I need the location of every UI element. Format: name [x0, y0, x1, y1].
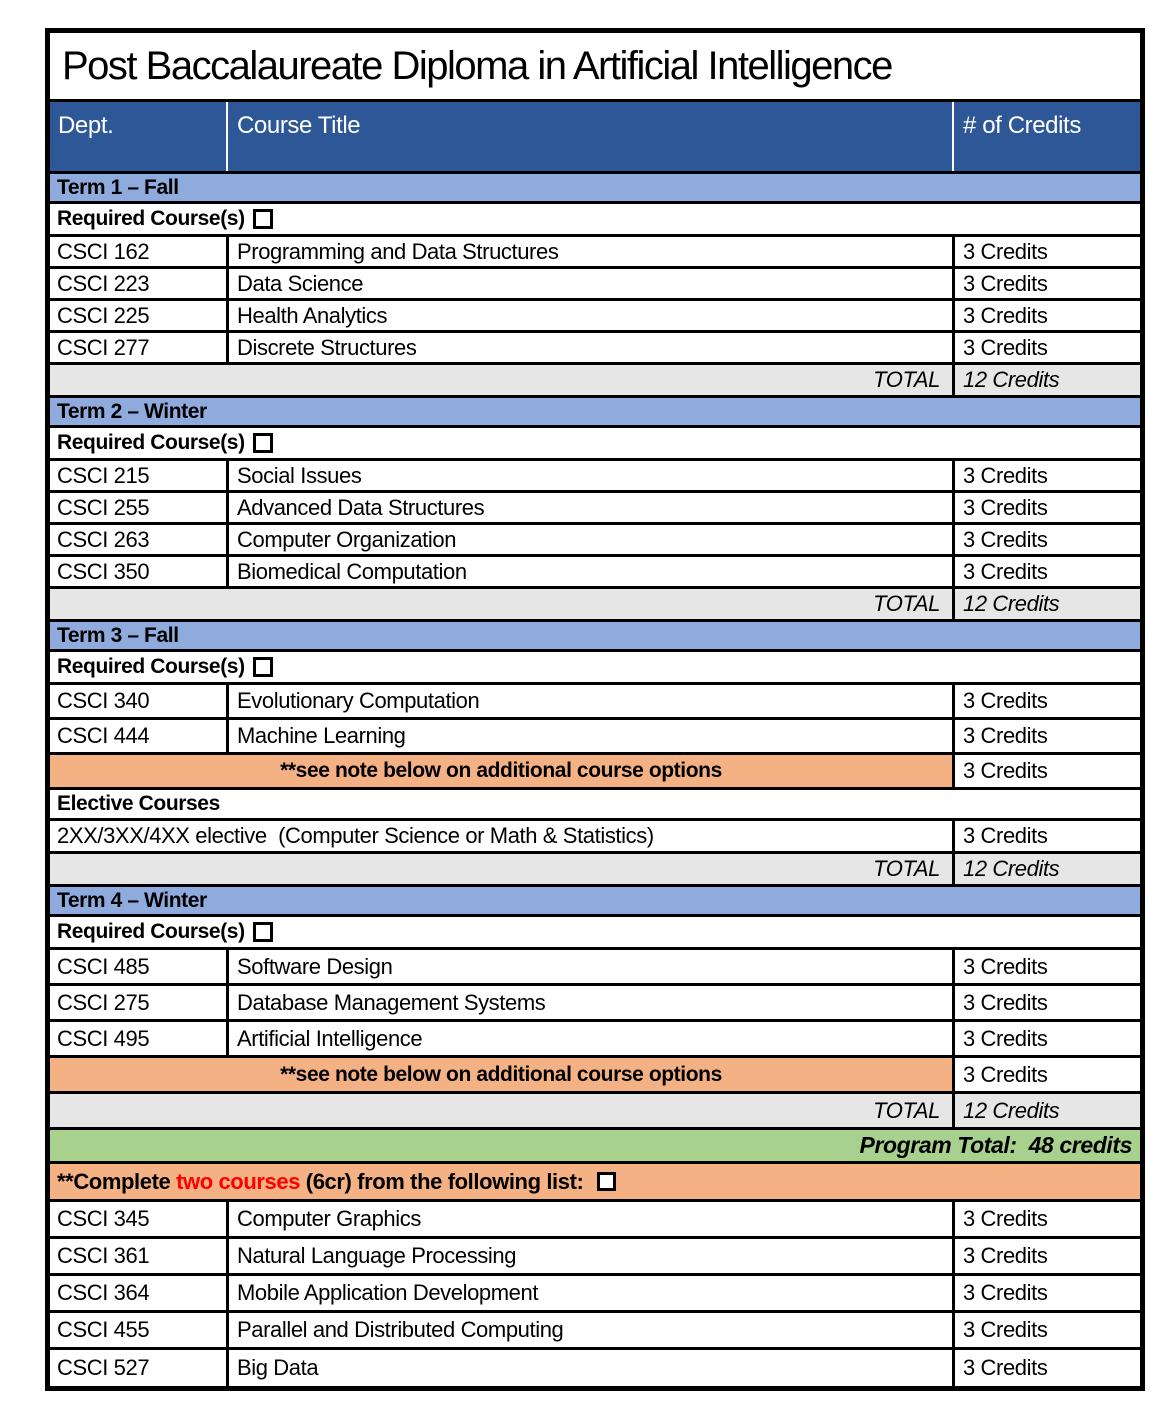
required-courses-row — [50, 425, 1140, 458]
course-title: Social Issues — [226, 461, 952, 490]
course-credits: 3 Credits — [952, 986, 1140, 1019]
term-3-label: Term 3 – Fall — [57, 623, 179, 647]
term-3-header — [50, 619, 1140, 649]
elective-courses-label: Elective Courses — [57, 792, 220, 815]
program-total-text: Program Total: 48 credits — [859, 1132, 1132, 1158]
course-dept: CSCI 263 — [57, 526, 150, 552]
checkbox-icon[interactable] — [253, 657, 273, 677]
course-row — [50, 522, 1140, 554]
term-2-header — [50, 395, 1140, 425]
course-credits: 3 Credits — [952, 1022, 1140, 1055]
total-label: TOTAL — [873, 856, 940, 881]
total-row — [50, 362, 1140, 395]
course-row — [50, 266, 1140, 298]
required-courses-row — [50, 914, 1140, 947]
see-note-credits: 3 Credits — [952, 755, 1140, 787]
course-row — [50, 983, 1140, 1019]
course-row — [50, 554, 1140, 586]
checkbox-icon[interactable] — [253, 209, 273, 229]
complete-note-suffix: (6cr) from the following list: — [300, 1168, 590, 1194]
course-title: Artificial Intelligence — [226, 1022, 952, 1055]
see-note-text: **see note below on additional course options — [50, 1058, 952, 1091]
see-note-row — [50, 752, 1140, 787]
course-title: Health Analytics — [226, 301, 952, 330]
document-title — [50, 33, 1140, 99]
course-dept: CSCI 340 — [57, 688, 150, 713]
course-dept: CSCI 345 — [57, 1206, 150, 1231]
required-courses-row — [50, 649, 1140, 682]
course-dept: CSCI 275 — [57, 989, 150, 1015]
course-title: Programming and Data Structures — [226, 237, 952, 266]
course-credits: 3 Credits — [952, 461, 1140, 490]
course-dept: CSCI 350 — [57, 558, 150, 584]
course-row — [50, 1310, 1140, 1347]
course-title: Parallel and Distributed Computing — [226, 1313, 952, 1347]
table-header-row — [50, 99, 1140, 171]
course-credits: 3 Credits — [952, 1313, 1140, 1347]
course-title: Natural Language Processing — [226, 1239, 952, 1273]
complete-note-highlight: two courses — [176, 1168, 301, 1194]
complete-note-prefix: **Complete — [57, 1168, 177, 1194]
course-row — [50, 490, 1140, 522]
total-row — [50, 851, 1140, 884]
course-title: Computer Graphics — [226, 1202, 952, 1236]
program-table — [45, 28, 1145, 1391]
required-courses-label: Required Course(s) — [57, 207, 245, 230]
course-row — [50, 1273, 1140, 1310]
course-row — [50, 234, 1140, 266]
total-label: TOTAL — [873, 591, 940, 616]
course-title: Software Design — [226, 950, 952, 983]
course-row — [50, 330, 1140, 362]
course-title: Machine Learning — [226, 720, 952, 752]
total-credits: 12 Credits — [952, 854, 1140, 884]
total-credits: 12 Credits — [952, 1094, 1140, 1127]
course-row — [50, 298, 1140, 330]
course-dept: CSCI 277 — [57, 334, 150, 360]
term-1-label: Term 1 – Fall — [57, 175, 179, 199]
course-title: Data Science — [226, 269, 952, 298]
course-credits: 3 Credits — [952, 1239, 1140, 1273]
course-row — [50, 947, 1140, 983]
course-dept: CSCI 225 — [57, 302, 150, 328]
course-title: Evolutionary Computation — [226, 685, 952, 717]
term-4-header — [50, 884, 1140, 914]
course-dept: CSCI 223 — [57, 270, 150, 296]
course-dept: CSCI 361 — [57, 1243, 150, 1268]
column-header-dept: Dept. — [58, 112, 114, 139]
document-title-text: Post Baccalaureate Diploma in Artificial Intelligence — [62, 43, 892, 88]
course-title: Big Data — [226, 1350, 952, 1386]
course-dept: CSCI 495 — [57, 1025, 150, 1051]
program-total-row — [50, 1127, 1140, 1161]
total-label: TOTAL — [873, 367, 940, 392]
course-row — [50, 717, 1140, 752]
course-title: Discrete Structures — [226, 333, 952, 362]
course-credits: 3 Credits — [952, 1202, 1140, 1236]
course-row — [50, 1199, 1140, 1236]
total-label: TOTAL — [873, 1097, 940, 1123]
elective-title: 2XX/3XX/4XX elective (Computer Science or Math & Statistics) — [57, 823, 654, 848]
course-dept: CSCI 215 — [57, 462, 150, 488]
elective-row — [50, 818, 1140, 851]
course-title: Biomedical Computation — [226, 557, 952, 586]
course-dept: CSCI 455 — [57, 1317, 150, 1342]
term-4-label: Term 4 – Winter — [57, 888, 207, 912]
total-row — [50, 586, 1140, 619]
see-note-text: **see note below on additional course options — [50, 755, 952, 787]
course-row — [50, 1019, 1140, 1055]
course-dept: CSCI 444 — [57, 723, 150, 748]
column-header-course-title: Course Title — [226, 102, 952, 171]
checkbox-icon[interactable] — [597, 1172, 616, 1191]
course-title: Computer Organization — [226, 525, 952, 554]
required-courses-label: Required Course(s) — [57, 655, 245, 678]
course-credits: 3 Credits — [952, 1350, 1140, 1386]
course-credits: 3 Credits — [952, 301, 1140, 330]
course-credits: 3 Credits — [952, 237, 1140, 266]
total-credits: 12 Credits — [952, 589, 1140, 619]
see-note-credits: 3 Credits — [952, 1058, 1140, 1091]
course-title: Database Management Systems — [226, 986, 952, 1019]
course-credits: 3 Credits — [952, 1276, 1140, 1310]
required-courses-label: Required Course(s) — [57, 431, 245, 454]
course-credits: 3 Credits — [952, 950, 1140, 983]
course-credits: 3 Credits — [952, 720, 1140, 752]
course-credits: 3 Credits — [952, 333, 1140, 362]
term-2-label: Term 2 – Winter — [57, 399, 207, 423]
course-dept: CSCI 485 — [57, 953, 150, 979]
course-dept: CSCI 527 — [57, 1355, 150, 1380]
total-row — [50, 1091, 1140, 1127]
course-title: Advanced Data Structures — [226, 493, 952, 522]
course-title: Mobile Application Development — [226, 1276, 952, 1310]
course-row — [50, 458, 1140, 490]
required-courses-label: Required Course(s) — [57, 920, 245, 943]
checkbox-icon[interactable] — [253, 433, 273, 453]
course-row — [50, 682, 1140, 717]
required-courses-row — [50, 201, 1140, 234]
total-credits: 12 Credits — [952, 365, 1140, 395]
course-row — [50, 1236, 1140, 1273]
course-credits: 3 Credits — [952, 525, 1140, 554]
elective-courses-header — [50, 787, 1140, 818]
checkbox-icon[interactable] — [253, 922, 273, 942]
course-dept: CSCI 255 — [57, 494, 150, 520]
see-note-row — [50, 1055, 1140, 1091]
course-credits: 3 Credits — [952, 493, 1140, 522]
term-1-header — [50, 171, 1140, 201]
course-row — [50, 1347, 1140, 1386]
course-dept: CSCI 162 — [57, 238, 150, 264]
course-dept: CSCI 364 — [57, 1280, 150, 1305]
course-credits: 3 Credits — [952, 557, 1140, 586]
elective-credits: 3 Credits — [952, 821, 1140, 851]
course-credits: 3 Credits — [952, 685, 1140, 717]
complete-note-row — [50, 1161, 1140, 1199]
course-credits: 3 Credits — [952, 269, 1140, 298]
column-header-credits: # of Credits — [952, 102, 1140, 171]
